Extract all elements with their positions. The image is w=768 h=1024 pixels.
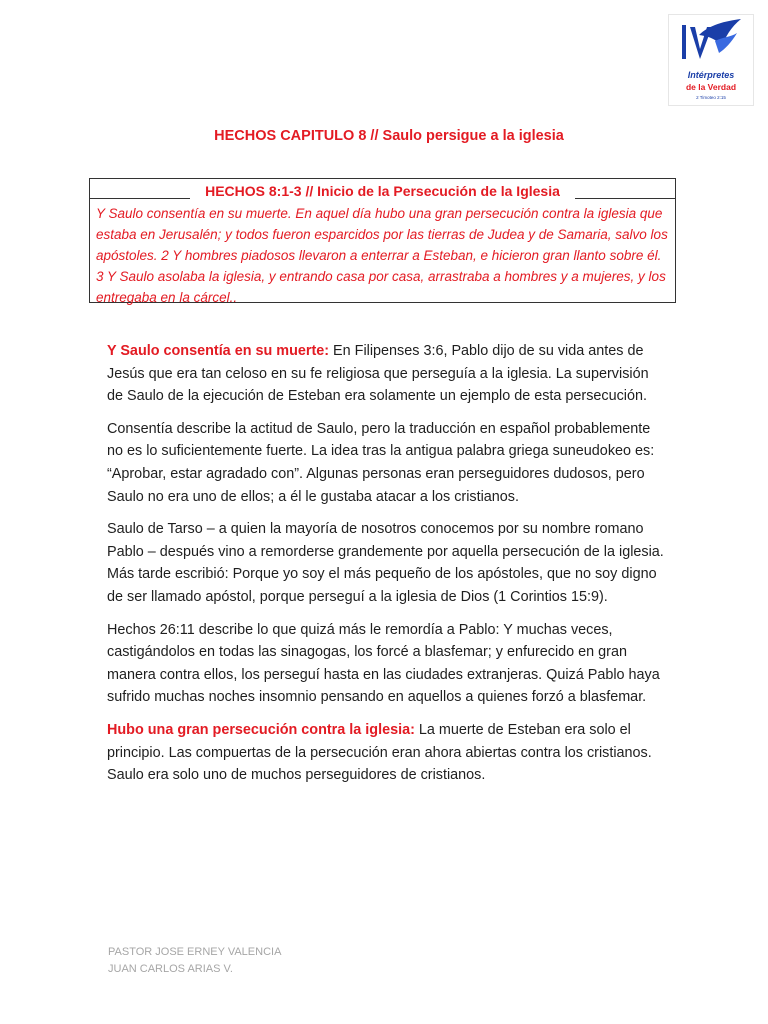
logo-text-line2: de la Verdad — [685, 82, 737, 92]
paragraph — [107, 619, 667, 709]
paragraph-text: Hechos 26:11 describe lo que quizá más le remordía a Pablo: Y muchas veces, castigándolos en todas las sinagogas, los forcé a blasfemar; y enfurecido en gran manera contra ellos, los perseguí hasta en las ciudades extranjeras. Quizá Pablo haya sufrido muchas noches insomnio pensando en aquellos a quienes forzó a blasfemar. — [107, 621, 660, 706]
paragraph — [107, 518, 667, 608]
commentary-body — [107, 340, 667, 797]
paragraph — [107, 340, 667, 408]
paragraph — [107, 719, 667, 787]
paragraph-text: Consentía describe la actitud de Saulo, pero la traducción en español probablemente no es lo suficientemente fuerte. La idea tras la antigua palabra griega suneudokeo es: “Aprobar, estar agradado con”. Algunas personas eran perseguidores dudosos, pero Saulo no era uno de ellos; a él le gustaba atacar a los cristianos. — [107, 420, 655, 505]
paragraph-text: En Filipenses 3:6, Pablo dijo de su vida antes de Jesús que era tan celoso en su fe religiosa que perseguía a la iglesia. La supervisión de Saulo de la ejecución de Esteban era solamente un ejemplo de esta persecución. — [107, 343, 649, 405]
passage-text: Y Saulo consentía en su muerte. En aquel día hubo una gran persecución contra la iglesia que estaba en Jerusalén; y todos fueron esparcidos por las tierras de Judea y de Samaria, salvo los apóstoles. 2 Y hombres piadosos llevaron a enterrar a Esteban, e hicieron gran llanto sobre él. 3 Y Saulo asolaba la iglesia, y entrando casa por casa, arrastraba a hombres y a mujeres, y los entregaba en la cárcel.. — [96, 206, 668, 305]
logo-text-line1: Intérpretes — [687, 70, 735, 80]
logo-reference: 2 Timoteo 2:15 — [696, 95, 726, 100]
footer-author-2: JUAN CARLOS ARIAS V. — [108, 963, 233, 975]
paragraph-text: La muerte de Esteban era solo el principio. Las compuertas de la persecución eran ahora abiertas contra los cristianos. Saulo era solo uno de muchos perseguidores de cristianos. — [107, 721, 652, 784]
logo-letter-i — [682, 25, 686, 59]
ministry-logo — [668, 14, 754, 106]
paragraph-text: Saulo de Tarso – a quien la mayoría de nosotros conocemos por su nombre romano Pablo – después vino a remorderse grandemente por aquella persecución de la iglesia. Más tarde escribió: Porque yo soy el más pequeño de los apóstoles, que no soy digno de ser llamado apóstol, porque perseguí a la iglesia de Dios (1 Corintios 15:9). — [107, 521, 664, 605]
footer-author-1: PASTOR JOSE ERNEY VALENCIA — [108, 946, 282, 958]
page-footer — [108, 944, 281, 978]
scripture-passage-box — [89, 178, 676, 303]
paragraph-lead: Hubo una gran persecución contra la iglesia: — [107, 721, 415, 738]
paragraph — [107, 418, 667, 508]
document-title: HECHOS CAPITULO 8 // Saulo persigue a la iglesia — [214, 128, 564, 144]
paragraph-lead: Y Saulo consentía en su muerte: — [107, 343, 330, 359]
passage-heading: HECHOS 8:1-3 // Inicio de la Persecución de la Iglesia — [205, 183, 560, 199]
